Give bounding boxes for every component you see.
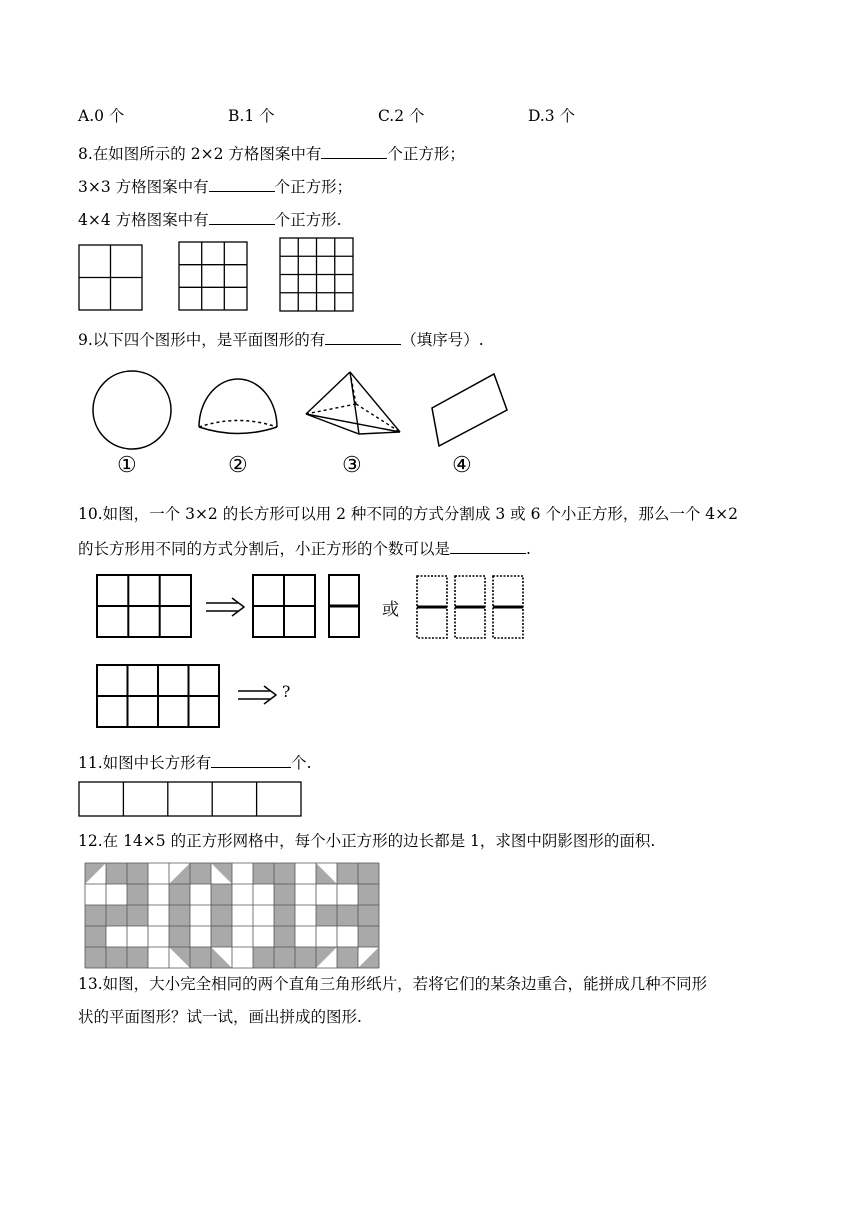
answer-blank[interactable] <box>209 208 275 225</box>
shaded-cell <box>106 863 127 884</box>
grid-2x2-figure <box>78 244 144 312</box>
question-mark: ? <box>282 683 291 701</box>
answer-blank[interactable] <box>321 142 387 159</box>
shaded-half-cell <box>358 947 379 968</box>
answer-blank[interactable] <box>325 328 401 345</box>
hemisphere-figure <box>193 372 283 442</box>
grid-3x3-figure <box>178 241 248 311</box>
shaded-half-cell <box>211 947 232 968</box>
option-a: A.0 个 <box>78 107 125 125</box>
q8-line3: 4×4 方格图案中有 个正方形. <box>78 208 342 230</box>
shaded-cell <box>190 947 211 968</box>
rectangle-4x2-figure <box>96 664 222 730</box>
split-1x2-figure <box>328 574 362 640</box>
shaded-cell <box>169 905 190 926</box>
q12-line: 12.在 14×5 的正方形网格中，每个小正方形的边长都是 1，求图中阴影图形的面积. <box>78 832 656 850</box>
shaded-cell <box>337 947 358 968</box>
shaded-cell <box>358 863 379 884</box>
shaded-cell <box>106 947 127 968</box>
shaded-cell <box>211 926 232 947</box>
or-label: 或 <box>382 600 399 620</box>
shaded-cell <box>274 926 295 947</box>
q10-line1: 10.如图，一个 3×2 的长方形可以用 2 种不同的方式分割成 3 或 6 个小正方形，那么一个 4×2 <box>78 505 739 523</box>
answer-blank[interactable] <box>211 751 291 768</box>
shaded-cell <box>169 926 190 947</box>
double-arrow-icon <box>236 684 280 706</box>
q13-line2: 状的平面图形？试一试，画出拼成的图形. <box>78 1008 362 1026</box>
q8-line2: 3×3 方格图案中有 个正方形； <box>78 175 352 197</box>
shaded-cell <box>85 947 106 968</box>
shaded-cell <box>106 905 127 926</box>
circle-figure <box>90 368 174 452</box>
pyramid-figure <box>304 370 404 440</box>
shaded-cell <box>127 947 148 968</box>
figure-label-3: ③ <box>342 453 362 478</box>
answer-blank[interactable] <box>450 537 526 554</box>
shaded-2013-grid-figure <box>84 862 382 956</box>
shaded-cell <box>190 863 211 884</box>
rectangle-strip-figure <box>78 781 304 819</box>
shaded-half-cell <box>211 863 232 884</box>
parallelogram-figure <box>428 372 510 448</box>
shaded-cell <box>127 863 148 884</box>
shaded-half-cell <box>316 947 337 968</box>
shaded-cell <box>337 863 358 884</box>
rectangle-3x2-figure <box>96 574 194 640</box>
shaded-cell <box>85 905 106 926</box>
option-b: B.1 个 <box>228 107 275 125</box>
shaded-cell <box>337 905 358 926</box>
shaded-cell <box>127 905 148 926</box>
shaded-cell <box>127 884 148 905</box>
q13-line1: 13.如图，大小完全相同的两个直角三角形纸片，若将它们的某条边重合，能拼成几种不同形 <box>78 975 708 993</box>
figure-label-4: ④ <box>452 453 472 478</box>
shaded-half-cell <box>169 863 190 884</box>
answer-blank[interactable] <box>209 175 275 192</box>
split-2x2-figure <box>252 574 318 640</box>
shaded-cell <box>253 863 274 884</box>
q11-line: 11.如图中长方形有 个. <box>78 751 312 773</box>
q10-line2: 的长方形用不同的方式分割后，小正方形的个数可以是 . <box>78 537 531 559</box>
shaded-cell <box>295 947 316 968</box>
grid-4x4-figure <box>279 237 355 313</box>
shaded-cell <box>274 863 295 884</box>
q9-line: 9.以下四个图形中，是平面图形的有 （填序号）. <box>78 328 484 350</box>
shaded-half-cell <box>316 863 337 884</box>
shaded-half-cell <box>85 863 106 884</box>
option-d: D.3 个 <box>528 107 576 125</box>
shaded-cell <box>358 905 379 926</box>
shaded-cell <box>253 947 274 968</box>
shaded-cell <box>274 884 295 905</box>
shaded-cell <box>211 905 232 926</box>
shaded-cell <box>274 947 295 968</box>
shaded-cell <box>211 884 232 905</box>
shaded-cell <box>358 926 379 947</box>
q8-line1: 8.在如图所示的 2×2 方格图案中有 个正方形； <box>78 142 465 164</box>
figure-label-1: ① <box>117 453 137 478</box>
shaded-cell <box>316 905 337 926</box>
shaded-cell <box>274 905 295 926</box>
shaded-cell <box>358 884 379 905</box>
shaded-cell <box>169 884 190 905</box>
shaded-cell <box>85 926 106 947</box>
option-c: C.2 个 <box>378 107 425 125</box>
figure-label-2: ② <box>228 453 248 478</box>
split-six-squares-figure <box>416 574 526 642</box>
shaded-half-cell <box>169 947 190 968</box>
double-arrow-icon <box>204 596 248 618</box>
